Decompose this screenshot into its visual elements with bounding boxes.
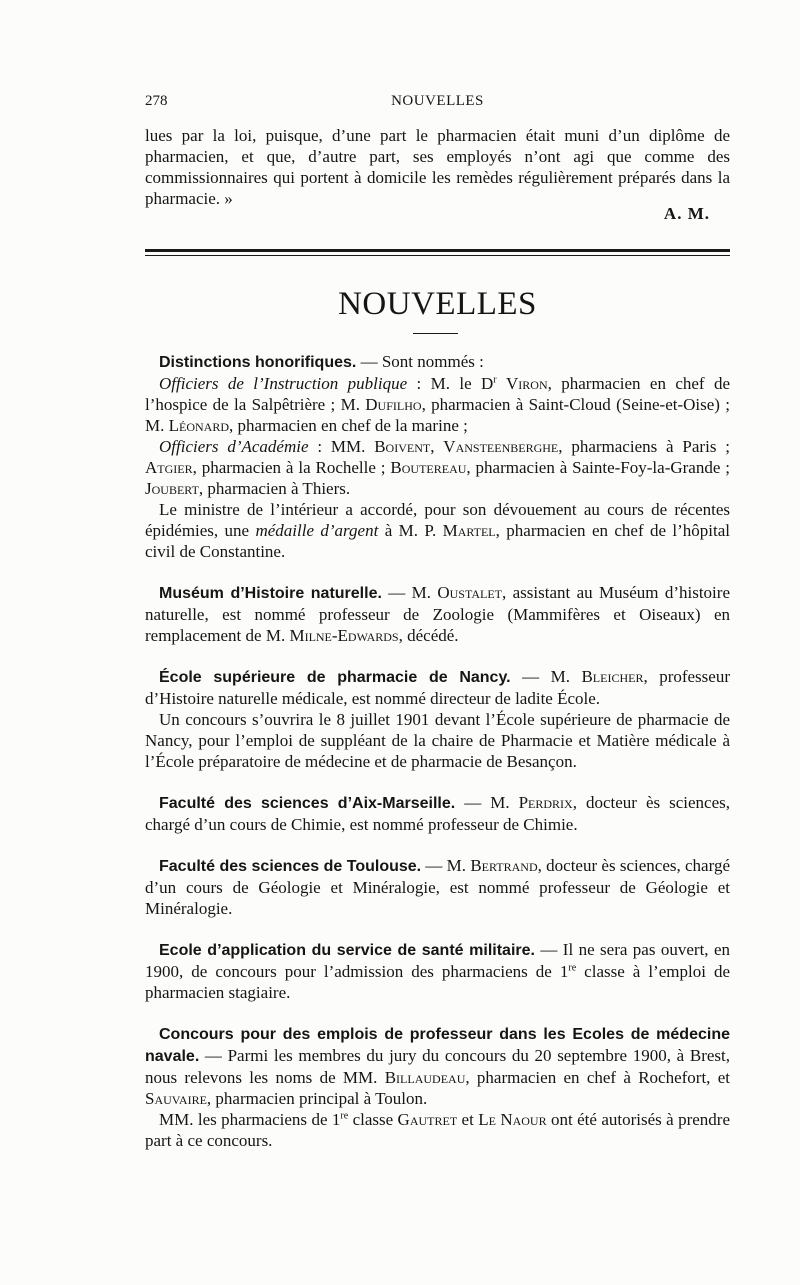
news-paragraph: Officiers d’Académie : MM. Boivent, Vansteenberghe, pharmaciens à Paris ; Atgier, pharmacien à la Rochelle ; Boutereau, pharmacien à Sainte-Foy-la-Grande ; Joubert, pharmacien à Thiers. bbox=[145, 437, 730, 498]
person-name: Viron bbox=[506, 374, 548, 393]
previous-article-ending bbox=[145, 125, 730, 209]
news-item-toulouse bbox=[145, 855, 730, 919]
person-name: Atgier bbox=[145, 458, 193, 477]
running-title: NOUVELLES bbox=[391, 93, 484, 109]
news-heading: École supérieure de pharmacie de Nancy. bbox=[159, 669, 511, 686]
news-heading: Concours pour des emplois de professeur dans les Ecoles de médecine navale. bbox=[145, 1026, 730, 1065]
news-paragraph: MM. les pharmaciens de 1re classe Gautret et Le Naour ont été autorisés à prendre part à ce concours. bbox=[145, 1110, 730, 1150]
news-paragraph: Un concours s’ouvrira le 8 juillet 1901 devant l’École supérieure de pharmacie de Nancy, pour l’emploi de suppléant de la chaire de Pharmacie et Matière médicale à l’École préparatoire de médecine et de pharmacie de Besançon. bbox=[145, 710, 730, 771]
news-paragraph: Officiers de l’Instruction publique : M. le $D^r$ Viron, pharmacien en chef de l’hospice de la Salpêtrière ; M. Dufilho, pharmacien à Saint-Cloud (Seine-et-Oise) ; M. Léonard, pharmacien en chef de la marine ; bbox=[145, 374, 731, 435]
person-name: Gautret bbox=[397, 1110, 458, 1129]
section-rule-thick bbox=[145, 249, 730, 252]
person-name: Boutereau bbox=[390, 458, 467, 477]
news-heading: Distinctions honorifiques. bbox=[159, 354, 357, 371]
person-name: Joubert bbox=[145, 479, 199, 498]
title-underline bbox=[413, 333, 458, 334]
news-list bbox=[145, 351, 730, 1171]
person-name: Dufilho bbox=[365, 395, 422, 414]
person-name: Milne-Edwards bbox=[289, 626, 399, 645]
page-number: 278 bbox=[145, 93, 168, 109]
section-rule-thin bbox=[145, 255, 730, 256]
person-name: Sauvaire bbox=[145, 1089, 207, 1108]
section-title: NOUVELLES bbox=[338, 286, 537, 322]
news-item-museum bbox=[145, 582, 730, 646]
person-name: Billaudeau bbox=[384, 1068, 466, 1087]
news-paragraph: Faculté des sciences d’Aix-Marseille. — M. Perdrix, docteur ès sciences, chargé d’un cours de Chimie, est nommé professeur de Chimie. bbox=[145, 793, 730, 834]
person-name: Boivent bbox=[374, 437, 431, 456]
news-item-nancy bbox=[145, 666, 730, 772]
news-paragraph: Concours pour des emplois de professeur dans les Ecoles de médecine navale. — Parmi les membres du jury du concours du 20 septembre 1900, à Brest, nous relevons les noms de MM. Billaudeau, pharmacien en chef à Rochefort, et Sauvaire, pharmacien principal à Toulon. bbox=[145, 1026, 730, 1108]
news-paragraph: Ecole d’application du service de santé militaire. — Il ne sera pas ouvert, en 1900, de concours pour l’admission des pharmaciens de 1re classe à l’emploi de pharmacien stagiaire. bbox=[145, 940, 731, 1002]
person-name: Le Naour bbox=[478, 1110, 547, 1129]
person-name: Oustalet bbox=[437, 583, 503, 602]
author-signature: A. M. bbox=[663, 204, 710, 223]
news-item-naval-medicine bbox=[145, 1023, 730, 1151]
news-paragraph: École supérieure de pharmacie de Nancy. — M. Bleicher, professeur d’Histoire naturelle médicale, est nommé directeur de ladite École. bbox=[145, 667, 731, 708]
person-name: Léonard bbox=[168, 416, 230, 435]
news-item-aix-marseille bbox=[145, 792, 730, 835]
news-item-military-health bbox=[145, 939, 730, 1003]
previous-article-text: lues par la loi, puisque, d’une part le pharmacien était muni d’un diplôme de pharmacien, et que, d’autre part, ses employés n’ont agi que comme des commissionnaires qui portent à domicile les remèdes régulièrement préparés dans la pharmacie. » bbox=[145, 126, 730, 208]
news-paragraph: Le ministre de l’intérieur a accordé, pour son dévouement au cours de récentes épidémies, une médaille d’argent à M. P. Martel, pharmacien en chef de l’hôpital civil de Constantine. bbox=[145, 500, 731, 561]
person-name: Bertrand bbox=[470, 856, 538, 875]
person-name: Perdrix bbox=[518, 793, 573, 812]
news-paragraph: Faculté des sciences de Toulouse. — M. Bertrand, docteur ès sciences, chargé d’un cours de Géologie et Minéralogie, est nommé professeur de Géologie et Minéralogie. bbox=[145, 856, 730, 918]
news-paragraph: Muséum d’Histoire naturelle. — M. Oustalet, assistant au Muséum d’histoire naturelle, est nommé professeur de Zoologie (Mammifères et Oiseaux) en remplacement de M. Milne-Edwards, décédé. bbox=[145, 583, 730, 645]
person-name: Bleicher bbox=[581, 667, 644, 686]
news-heading: Muséum d’Histoire naturelle. bbox=[159, 585, 382, 602]
person-name: Martel bbox=[442, 521, 496, 540]
news-heading: Faculté des sciences de Toulouse. bbox=[159, 858, 422, 875]
news-heading: Ecole d’application du service de santé militaire. bbox=[159, 942, 535, 959]
news-item-distinctions bbox=[145, 351, 730, 562]
news-paragraph: Distinctions honorifiques. — Sont nommés : bbox=[159, 352, 484, 371]
person-name: Vansteenberghe bbox=[443, 437, 559, 456]
running-head bbox=[145, 93, 730, 115]
news-heading: Faculté des sciences d’Aix-Marseille. bbox=[159, 795, 456, 812]
